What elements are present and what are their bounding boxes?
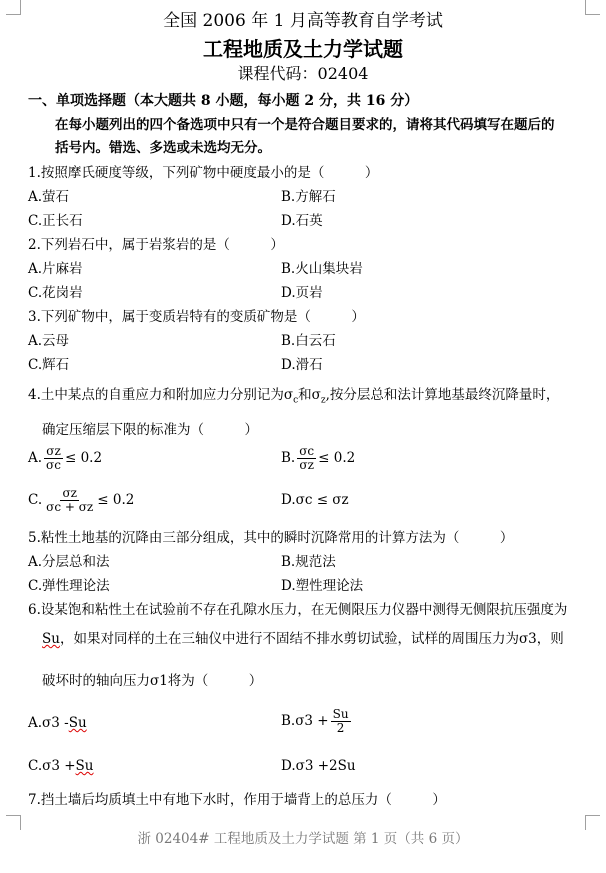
section-instructions-line2: 括号内。错选、多选或未选均无分。 <box>55 140 271 156</box>
q6-c-su: Su <box>75 758 94 774</box>
q6-c-prefix: C.σ3 + <box>28 758 76 774</box>
q5-option-d: D.塑性理论法 <box>281 578 364 594</box>
section-instructions-line1: 在每小题列出的四个备选项中只有一个是符合题目要求的，请将其代码填写在题后的 <box>55 117 555 133</box>
q4-c-fraction <box>44 487 95 514</box>
q6-option-d: D.σ3 +2Su <box>281 758 356 774</box>
q5-option-b: B.规范法 <box>281 554 336 570</box>
exam-title: 全国 2006 年 1 月高等教育自学考试 <box>163 11 443 31</box>
q5-option-a: A.分层总和法 <box>28 554 110 570</box>
question-3-stem: 3.下列矿物中，属于变质岩特有的变质矿物是（ ） <box>28 309 365 325</box>
q4-a-numerator: σz <box>46 444 61 458</box>
q6-su-symbol: Su <box>42 631 60 647</box>
q6-b-prefix: B.σ3 + <box>281 713 329 729</box>
q4-option-b <box>281 443 355 473</box>
q6-a-prefix: A.σ3 - <box>28 715 69 731</box>
q6-b-denominator: 2 <box>336 721 345 735</box>
q4-a-denominator: σc <box>46 458 61 472</box>
q4-b-fraction <box>297 445 316 472</box>
q6-stem-line2-text: ，如果对同样的土在三轴仪中进行不固结不排水剪切试验，试样的周围压力为σ3，则 <box>59 631 564 647</box>
question-4-stem-line1 <box>28 386 559 410</box>
paper-title: 工程地质及土力学试题 <box>203 37 403 61</box>
question-5-stem: 5.粘性土地基的沉降由三部分组成，其中的瞬时沉降常用的计算方法为（ ） <box>28 530 514 546</box>
q4-stem-mid: 和σ <box>298 387 321 403</box>
q3-option-d: D.滑石 <box>281 357 323 373</box>
q4-b-label: B. <box>281 450 296 466</box>
q6-option-a <box>28 714 87 732</box>
crop-mark-bottom-right <box>585 815 600 830</box>
q4-option-a <box>28 443 102 473</box>
question-6-stem-line2 <box>42 630 564 648</box>
question-4-stem-line2: 确定压缩层下限的标准为（ ） <box>42 422 258 438</box>
q3-option-c: C.辉石 <box>28 357 70 373</box>
section-title: 一、单项选择题（本大题共 8 小题，每小题 2 分，共 16 分） <box>28 93 419 109</box>
q6-b-numerator: Su <box>332 707 349 721</box>
q4-a-fraction <box>44 445 63 472</box>
question-1-stem: 1.按照摩氏硬度等级，下列矿物中硬度最小的是（ ） <box>28 165 379 181</box>
q2-option-a: A.片麻岩 <box>28 261 83 277</box>
q4-option-d: D.σc ≤ σz <box>281 492 349 508</box>
q2-option-d: D.页岩 <box>281 285 323 301</box>
question-6-stem-line3: 破坏时的轴向压力σ1将为（ ） <box>42 673 263 689</box>
q4-stem-end: ,按分层总和法计算地基最终沉降量时， <box>325 387 560 403</box>
q4-a-label: A. <box>28 450 43 466</box>
question-6-stem-line1: 6.设某饱和粘性土在试验前不存在孔隙水压力，在无侧限压力仪器中测得无侧限抗压强度为 <box>28 602 568 618</box>
q4-c-numerator: σz <box>62 486 77 500</box>
q4-option-c <box>28 485 134 515</box>
question-7-stem: 7.挡土墙后均质填土中有地下水时，作用于墙背上的总压力（ ） <box>28 792 446 808</box>
q6-b-fraction <box>331 708 351 735</box>
q3-option-a: A.云母 <box>28 333 70 349</box>
q4-sub-z: z <box>320 395 326 406</box>
q1-option-a: A.萤石 <box>28 189 70 205</box>
q4-b-denominator: σz <box>299 458 314 472</box>
q6-option-c <box>28 757 94 775</box>
q1-option-d: D.石英 <box>281 213 323 229</box>
q4-b-numerator: σc <box>299 444 315 458</box>
q4-a-rhs: ≤ 0.2 <box>64 450 103 466</box>
q2-option-c: C.花岗岩 <box>28 285 83 301</box>
q1-option-b: B.方解石 <box>281 189 336 205</box>
q2-option-b: B.火山集块岩 <box>281 261 363 277</box>
course-code: 课程代码：02404 <box>237 64 369 83</box>
q4-c-rhs: ≤ 0.2 <box>97 492 135 508</box>
question-2-stem: 2.下列岩石中，属于岩浆岩的是（ ） <box>28 237 284 253</box>
q5-option-c: C.弹性理论法 <box>28 578 110 594</box>
q4-b-rhs: ≤ 0.2 <box>318 450 356 466</box>
q4-c-label: C. <box>28 492 43 508</box>
q4-sub-c: c <box>293 395 299 406</box>
page-footer: 浙 02404# 工程地质及土力学试题 第 1 页（共 6 页） <box>137 831 469 847</box>
q4-stem-text: 4.土中某点的自重应力和附加应力分别记为σ <box>28 387 294 403</box>
crop-mark-bottom-left <box>6 815 21 830</box>
q1-option-c: C.正长石 <box>28 213 83 229</box>
q6-option-b <box>281 705 353 737</box>
q4-c-denominator: σc + σz <box>46 500 94 514</box>
q6-a-su: Su <box>68 715 87 731</box>
q3-option-b: B.白云石 <box>281 333 336 349</box>
